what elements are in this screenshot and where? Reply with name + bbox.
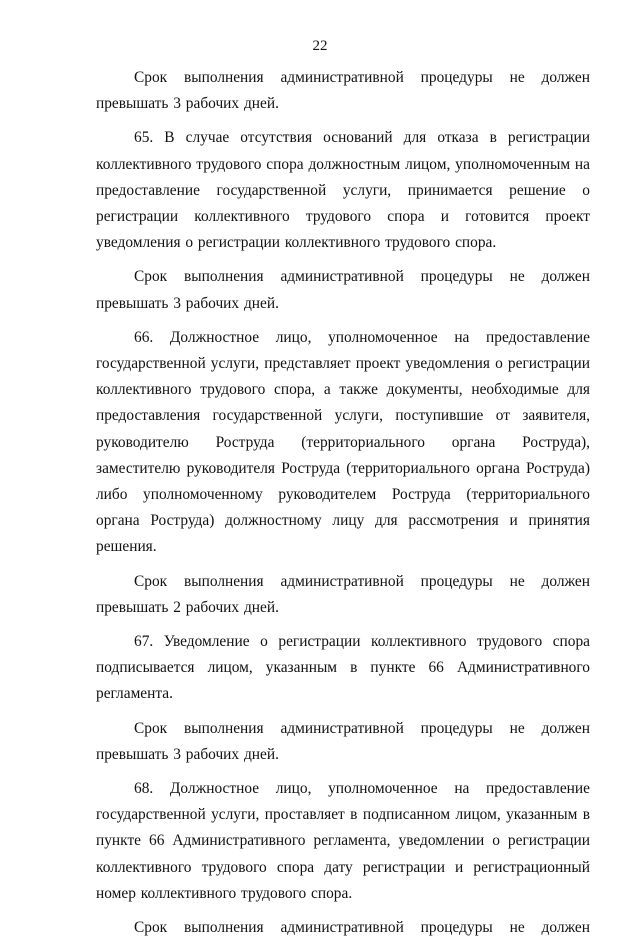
paragraph-deadline-4: Срок выполнения административной процедуры не должен превышать 3 рабочих дней.	[96, 719, 590, 763]
paragraph-68: 68. Должностное лицо, уполномоченное на предоставление государственной услуги, проставляет в подписанном лицом, указанным в пункте 66 Административного регламента, уведомлении о регистрации коллективного трудового спора дату регистрации и регистрационный номер коллективного трудового спора.	[96, 780, 590, 902]
page-number: 22	[312, 38, 328, 54]
document-body	[96, 65, 590, 949]
paragraph-67: 67. Уведомление о регистрации коллективного трудового спора подписывается лицом, указанным в пункте 66 Административного регламента.	[96, 633, 590, 703]
paragraph-65: 65. В случае отсутствия оснований для отказа в регистрации коллективного трудового спора должностным лицом, уполномоченным на предоставление государственной услуги, принимается решение о регистрации коллективного трудового спора и готовится проект уведомления о регистрации коллективного трудового спора.	[96, 129, 590, 252]
paragraph-deadline-1: Срок выполнения административной процедуры не должен превышать 3 рабочих дней.	[96, 69, 590, 113]
paragraph-66: 66. Должностное лицо, уполномоченное на предоставление государственной услуги, представляет проект уведомления о регистрации коллективного трудового спора, а также документы, необходимые для предоставления государственной услуги, поступившие от заявителя, руководителю Роструда (территориального органа Роструда), заместителю руководителя Роструда (территориального органа Роструда) либо уполномоченному руководителем Роструда (территориального органа Роструда) должностному лицу для рассмотрения и принятия решения.	[96, 328, 590, 556]
paragraph-deadline-5: Срок выполнения административной процедуры не должен	[134, 919, 590, 937]
paragraph-deadline-2: Срок выполнения административной процедуры не должен превышать 3 рабочих дней.	[96, 268, 590, 312]
paragraph-deadline-3: Срок выполнения административной процедуры не должен превышать 2 рабочих дней.	[96, 572, 590, 616]
